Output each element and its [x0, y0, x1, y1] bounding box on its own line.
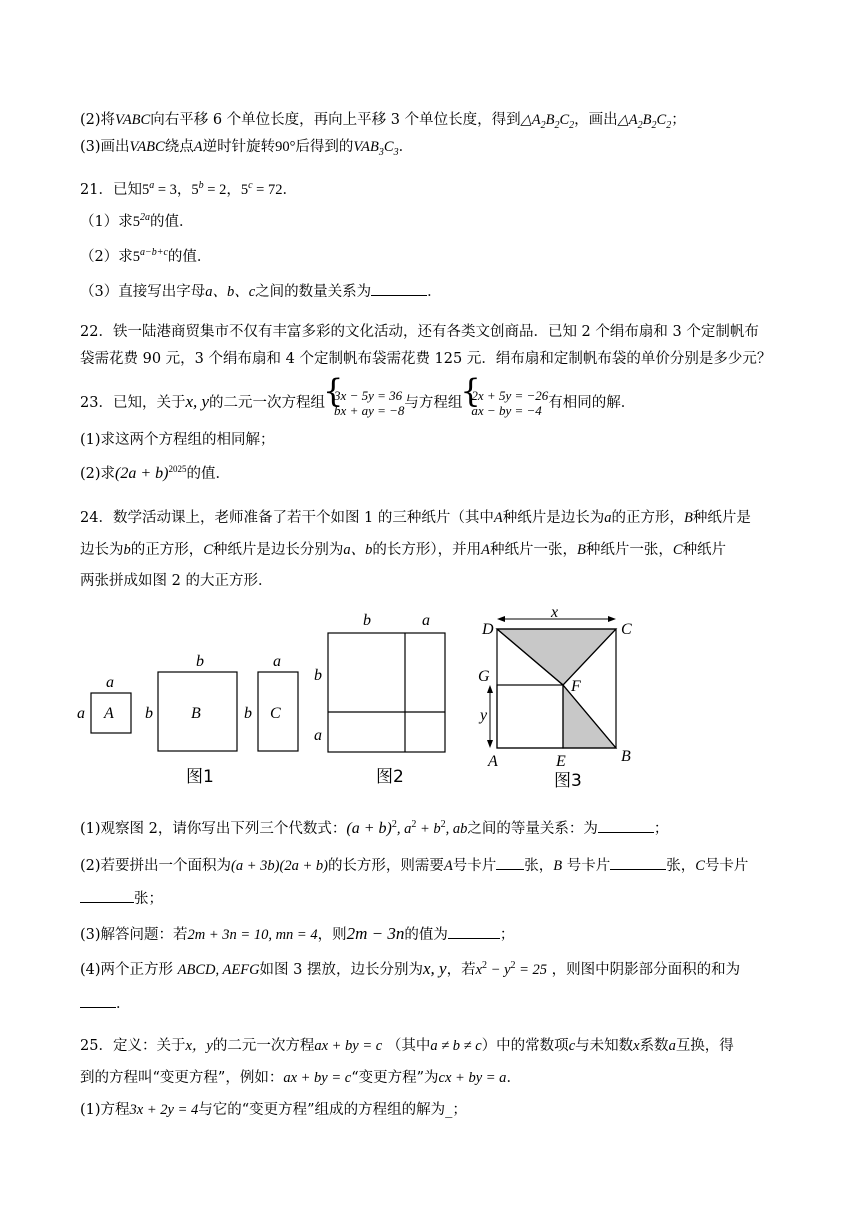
answer-blank[interactable] — [496, 855, 524, 870]
q23-part1: (1)求这两个方程组的相同解； — [80, 432, 275, 448]
fig1-label-a-top: a — [106, 674, 114, 691]
q23-stem: 23．已知，关于x, y的二元一次方程组{ 3x − 5y = 36 bx + ay = −8与方程组{ 2x + 5y = −26 ax − by = −4 有相同的解． — [80, 387, 635, 418]
fig2-label-b-top: b — [363, 612, 371, 629]
q25-line1: 25．定义：关于x，y的二元一次方程ax + by = c （其中a ≠ b ≠ c）中的常数项c与未知数x系数a互换，得 — [80, 1038, 734, 1054]
fig3-label-y: y — [480, 707, 488, 724]
q24-line1: 24．数学活动课上，老师准备了若干个如图 1 的三种纸片（其中A种纸片是边长为a的正方形，B种纸片是 — [80, 510, 751, 526]
q25-line2: 到的方程叫“变更方程”，例如：ax + by = c“变更方程”为cx + by = a． — [80, 1070, 521, 1086]
fig3-label-B: B — [621, 748, 631, 765]
q20-part3: (3)画出VABC绕点A逆时针旋转90°后得到的$VAB_3C_3$． — [80, 139, 414, 158]
fig2-label-a-side: a — [314, 727, 322, 744]
q21-part3: （3）直接写出字母a、b、c之间的数量关系为 ． — [80, 281, 442, 302]
q24-part1: (1)观察图 2，请你写出下列三个代数式：$(a + b)^2$, $a^2 + b^2$, ab之间的等量关系：为 ； — [80, 819, 669, 837]
triangle-a2b2c2: $\triangle A_2B_2C_2$ — [520, 112, 575, 131]
q24-part2-line1: (2)若要拼出一个面积为(a + 3b)(2a + b)的长方形，则需要A号卡片 张，B 号卡片 张，C号卡片 — [80, 855, 748, 876]
answer-blank[interactable] — [371, 281, 427, 296]
q22-line2: 袋需花费 90 元，3 个绢布扇和 4 个定制帆布袋需花费 125 元．绢布扇和定制帆布袋的单价分别是多少元？ — [80, 351, 772, 367]
fig2-caption: 图2 — [376, 767, 404, 787]
q24-figures — [0, 600, 860, 800]
answer-blank[interactable] — [80, 888, 134, 903]
fig3-label-F: F — [571, 678, 581, 695]
q23-part2: (2)求$(2a + b)^{2025}$的值． — [80, 464, 230, 482]
fig1-label-b-side2: b — [244, 705, 252, 722]
fig1-caption: 图1 — [186, 767, 214, 787]
fig1-label-B: B — [191, 705, 201, 722]
fig3-caption: 图3 — [554, 771, 582, 791]
fig1-label-A: A — [104, 705, 114, 722]
answer-blank[interactable] — [598, 818, 654, 833]
equation-system-1: { 3x − 5y = 36 bx + ay = −8 — [325, 388, 404, 418]
fig3-label-E: E — [556, 753, 566, 770]
q21-part1: （1）求$5^{2a}$的值． — [80, 212, 194, 230]
fig1-label-C: C — [270, 705, 281, 722]
fig3-label-x: x — [551, 604, 559, 621]
q24-line2: 边长为b的正方形，C种纸片是边长分别为a、b的长方形），并用A种纸片一张，B种纸片一张，C种纸片 — [80, 542, 727, 558]
equation-system-2: { 2x + 5y = −26 ax − by = −4 — [462, 388, 548, 418]
q24-part4-line2: ． — [80, 993, 131, 1014]
fig2-label-b-side: b — [314, 667, 322, 684]
q24-part3: (3)解答问题：若2m + 3n = 10, mn = 4，则2m − 3n的值为 ； — [80, 924, 515, 943]
fig2-label-a-top: a — [422, 612, 430, 629]
q24-line3: 两张拼成如图 2 的大正方形． — [80, 573, 273, 589]
fig1-label-a-side: a — [77, 705, 85, 722]
answer-blank[interactable] — [448, 924, 500, 939]
fig1-label-b-top: b — [196, 653, 204, 670]
q21-stem: 21．已知$5^a = 3$，$5^b = 2$，$5^c = 72$． — [80, 180, 297, 198]
figure-2 — [328, 633, 445, 752]
fig3-label-G: G — [478, 668, 490, 685]
figure-3 — [487, 616, 616, 748]
q24-part2-line2: 张； — [80, 888, 163, 909]
answer-blank[interactable] — [80, 993, 116, 1008]
fig3-label-C: C — [621, 621, 632, 638]
q22-line1: 22．铁一陆港商贸集市不仅有丰富多彩的文化活动，还有各类文创商品．已知 2 个绢布扇和 3 个定制帆布 — [80, 324, 759, 340]
q24-part4: (4)两个正方形 ABCD, AEFG如图 3 摆放，边长分别为x, y，若$x^2 - y^2 = 25$ ，则图中阴影部分面积的和为 — [80, 959, 741, 978]
q20-part2: (2)将VABC向右平移 6 个单位长度，再向上平移 3 个单位长度，得到$\triangle A_2B_2C_2$，画出$\triangle A_2B_2C_2$； — [80, 112, 686, 131]
fig1-label-b-side: b — [145, 705, 153, 722]
q21-part2: （2）求$5^{a-b+c}$的值． — [80, 247, 212, 265]
fig1-label-a-top2: a — [273, 653, 281, 670]
q25-part1: (1)方程3x + 2y = 4与它的“变更方程”组成的方程组的解为_； — [80, 1102, 467, 1118]
fig3-label-A: A — [488, 753, 498, 770]
answer-blank[interactable] — [610, 855, 666, 870]
fig3-label-D: D — [482, 621, 494, 638]
